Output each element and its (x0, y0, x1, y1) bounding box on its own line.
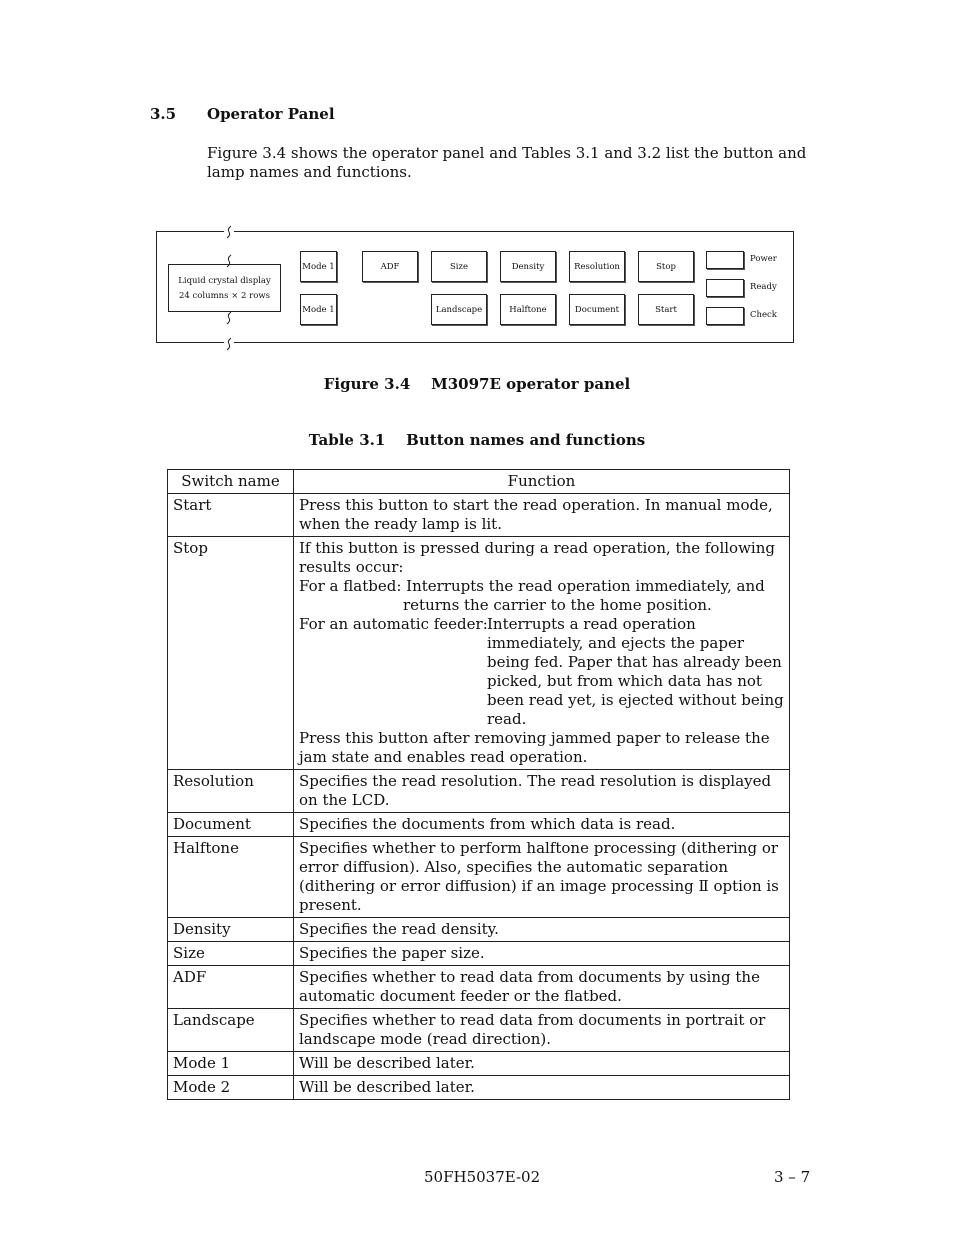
table-row (168, 813, 790, 837)
stop-feeder-label: For an automatic feeder: (299, 615, 488, 633)
stop-flatbed-line2: returns the carrier to the home position. (403, 596, 712, 614)
row-function: Specifies whether to perform halftone processing (dithering or error diffusion). Also, specifies the automatic separation (dithering or error diffusion) if an image processing Ⅱ option is present. (294, 837, 790, 918)
panel-button-mode1-bottom: Mode 1 (300, 294, 337, 325)
table-row (168, 1052, 790, 1076)
header-switch-name: Switch name (168, 470, 294, 494)
section-title: Operator Panel (207, 105, 335, 123)
row-name: Size (168, 942, 294, 966)
row-function: Specifies the paper size. (294, 942, 790, 966)
stop-flatbed-line1: For a flatbed: Interrupts the read operation immediately, and (299, 577, 765, 595)
break-mark-bottom (224, 337, 234, 351)
table-header-row (168, 470, 790, 494)
panel-button-adf: ADF (362, 251, 418, 282)
row-function: Specifies the read resolution. The read resolution is displayed on the LCD. (294, 770, 790, 813)
lcd-label-line2: 24 columns × 2 rows (179, 291, 270, 301)
table-row (168, 837, 790, 918)
row-name: Density (168, 918, 294, 942)
row-function (294, 537, 790, 770)
lamp-check (706, 307, 744, 325)
table-row (168, 537, 790, 770)
section-number: 3.5 (150, 105, 177, 123)
break-mark-top (224, 225, 234, 239)
table-caption: Table 3.1 Button names and functions (308, 431, 646, 449)
panel-button-start: Start (638, 294, 694, 325)
panel-button-document: Document (569, 294, 625, 325)
lcd-label-line1: Liquid crystal display (178, 276, 271, 286)
row-function: Will be described later. (294, 1076, 790, 1100)
panel-button-mode1: Mode 1 (300, 251, 337, 282)
row-function: Specifies the read density. (294, 918, 790, 942)
row-name: ADF (168, 966, 294, 1009)
lamp-power (706, 251, 744, 269)
row-name: Halftone (168, 837, 294, 918)
stop-feeder (299, 615, 784, 729)
panel-button-halftone: Halftone (500, 294, 556, 325)
table-row (168, 918, 790, 942)
table-row (168, 966, 790, 1009)
panel-button-density: Density (500, 251, 556, 282)
panel-button-landscape: Landscape (431, 294, 487, 325)
panel-button-stop: Stop (638, 251, 694, 282)
row-function: Will be described later. (294, 1052, 790, 1076)
row-function: Specifies the documents from which data is read. (294, 813, 790, 837)
break-mark-lcd-bottom (224, 311, 234, 325)
document-code: 50FH5037E-02 (424, 1168, 541, 1186)
table-row (168, 942, 790, 966)
lcd-display (168, 264, 281, 312)
table-row (168, 770, 790, 813)
button-functions-table (167, 469, 790, 1100)
lamp-label-check: Check (750, 310, 777, 320)
intro-paragraph: Figure 3.4 shows the operator panel and Tables 3.1 and 3.2 list the button and lamp names and functions. (207, 144, 807, 181)
lamp-ready (706, 279, 744, 297)
header-function: Function (294, 470, 790, 494)
lamp-label-power: Power (750, 254, 777, 264)
stop-paragraph-1: If this button is pressed during a read operation, the following results occur: (299, 539, 775, 576)
stop-feeder-text: Interrupts a read operation immediately, and ejects the paper being fed. Paper that has already been picked, but from which data has not been read yet, is ejected without being read. (487, 615, 784, 728)
row-name: Start (168, 494, 294, 537)
row-name: Mode 1 (168, 1052, 294, 1076)
row-name: Mode 2 (168, 1076, 294, 1100)
page-number: 3 – 7 (774, 1168, 811, 1186)
lamp-label-ready: Ready (750, 282, 777, 292)
row-name: Landscape (168, 1009, 294, 1052)
figure-caption: Figure 3.4 M3097E operator panel (323, 375, 631, 393)
table-row (168, 1076, 790, 1100)
table-row (168, 494, 790, 537)
row-name: Document (168, 813, 294, 837)
row-function: Specifies whether to read data from documents in portrait or landscape mode (read direction). (294, 1009, 790, 1052)
panel-button-resolution: Resolution (569, 251, 625, 282)
stop-paragraph-2: Press this button after removing jammed paper to release the jam state and enables read operation. (299, 729, 770, 766)
table-row (168, 1009, 790, 1052)
row-function: Specifies whether to read data from documents by using the automatic document feeder or the flatbed. (294, 966, 790, 1009)
panel-button-size: Size (431, 251, 487, 282)
row-name: Stop (168, 537, 294, 770)
row-function: Press this button to start the read operation. In manual mode, when the ready lamp is lit. (294, 494, 790, 537)
row-name: Resolution (168, 770, 294, 813)
